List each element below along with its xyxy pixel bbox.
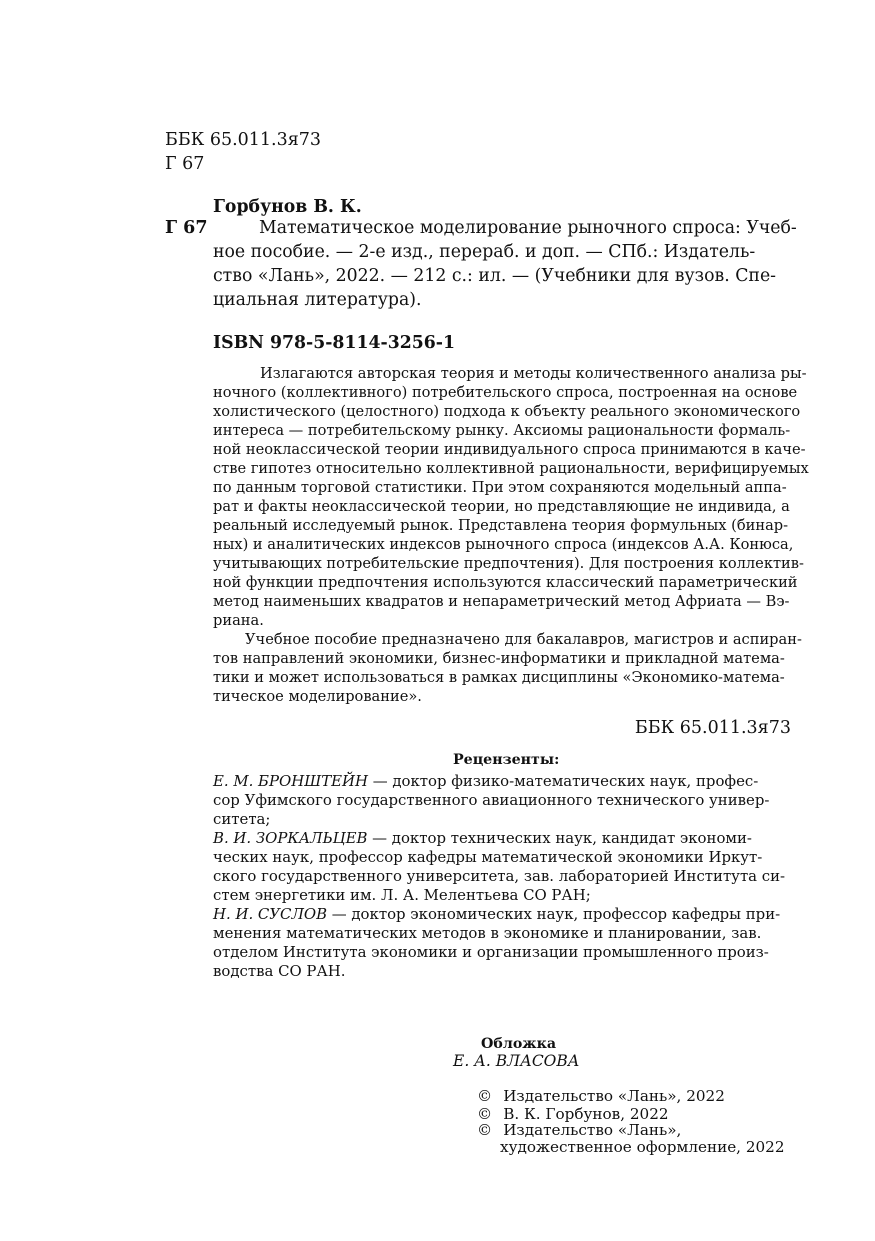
reviewer-entry (213, 772, 758, 790)
reviewer-name: В. И. ЗОРКАЛЬЦЕВ (213, 829, 368, 847)
abstract-line: метод наименьших квадратов и непараметрический метод Африата — Вэ- (213, 593, 790, 610)
abstract-line: тическое моделирование». (213, 688, 422, 705)
abstract-line: стве гипотез относительно коллективной рациональности, верифицируемых (213, 460, 809, 477)
abstract-line: ной функции предпочтения используются классический параметрический (213, 574, 798, 591)
reviewer-line: стем энергетики им. Л. А. Мелентьева СО РАН; (213, 886, 591, 904)
reviewer-line: сор Уфимского государственного авиационного технического универ- (213, 791, 770, 809)
copyright-entry (477, 1087, 725, 1105)
copyright-text: Издательство «Лань», 2022 (503, 1087, 725, 1105)
abstract-line: ных) и аналитических индексов рыночного спроса (индексов А.А. Конюса, (213, 536, 794, 553)
cover-artist: Е. А. ВЛАСОВА (453, 1052, 580, 1070)
abstract-line: интереса — потребительскому рынку. Аксиомы рациональности формаль- (213, 422, 791, 439)
copyright-text: художественное оформление, 2022 (500, 1138, 785, 1156)
reviewer-line: ситета; (213, 810, 271, 828)
abstract-line: холистического (целостного) подхода к объекту реального экономического (213, 403, 801, 420)
abstract-line: рат и факты неоклассической теории, но представляющие не индивида, а (213, 498, 790, 515)
bbk-code: ББК 65.011.3я73 (165, 130, 322, 150)
reviewer-entry (213, 905, 780, 923)
bibliography-line: Математическое моделирование рыночного спроса: Учеб- (259, 218, 797, 238)
reviewer-name: Е. М. БРОНШТЕЙН (213, 772, 368, 790)
reviewer-desc: — доктор экономических наук, профессор кафедры при- (327, 905, 781, 923)
abstract-line: Учебное пособие предназначено для бакалавров, магистров и аспиран- (245, 631, 802, 648)
abstract-line: ночного (коллективного) потребительского спроса, построенная на основе (213, 384, 798, 401)
abstract-line: учитывающих потребительские предпочтения). Для построения коллектив- (213, 555, 804, 572)
reviewer-line: ческих наук, профессор кафедры математической экономики Иркут- (213, 848, 763, 866)
abstract-line: Излагаются авторская теория и методы количественного анализа ры- (260, 365, 807, 382)
reviewers-heading: Рецензенты: (453, 752, 560, 768)
bibliography-line: циальная литература). (213, 290, 422, 310)
reviewer-entry (213, 829, 752, 847)
abstract-line: по данным торговой статистики. При этом сохраняются модельный аппа- (213, 479, 787, 496)
classification-block (165, 128, 321, 176)
reviewer-desc: — доктор физико-математических наук, профес- (367, 772, 759, 790)
copyright-text: Издательство «Лань», (503, 1121, 682, 1139)
isbn: ISBN 978-5-8114-3256-1 (213, 333, 455, 353)
copyright-text: В. К. Горбунов, 2022 (503, 1105, 669, 1123)
bbk-code-right: ББК 65.011.3я73 (634, 718, 791, 738)
reviewer-line: отделом Института экономики и организации промышленного произ- (213, 943, 769, 961)
reviewer-line: менения математических методов в экономике и планировании, зав. (213, 924, 762, 942)
reviewer-name: Н. И. СУСЛОВ (213, 905, 328, 923)
abstract-line: ной неоклассической теории индивидуального спроса принимаются в каче- (213, 441, 806, 458)
abstract-line: тики и может использоваться в рамках дисциплины «Экономико-матема- (213, 669, 785, 686)
copyright-icon: © (477, 1105, 493, 1123)
abstract-line: тов направлений экономики, бизнес-информатики и прикладной матема- (213, 650, 785, 667)
reviewer-line: водства СО РАН. (213, 962, 346, 980)
copyright-icon: © (477, 1121, 493, 1139)
copyright-entry (477, 1121, 681, 1139)
bibliography-line: ное пособие. — 2-е изд., перераб. и доп. — СПб.: Издатель- (213, 242, 756, 262)
bibliography-line: ство «Лань», 2022. — 212 с.: ил. — (Учебники для вузов. Спе- (213, 266, 777, 286)
cutter-code: Г 67 (165, 154, 205, 174)
abstract-line: риана. (213, 612, 264, 629)
bibliography-cutter: Г 67 (165, 218, 208, 238)
cover-heading: Обложка (481, 1036, 557, 1052)
copyright-icon: © (477, 1087, 493, 1105)
author-name: Горбунов В. К. (213, 197, 362, 217)
reviewer-desc: — доктор технических наук, кандидат экономи- (367, 829, 752, 847)
abstract-line: реальный исследуемый рынок. Представлена теория формульных (бинар- (213, 517, 789, 534)
reviewer-line: ского государственного университета, зав. лабораторией Института си- (213, 867, 786, 885)
